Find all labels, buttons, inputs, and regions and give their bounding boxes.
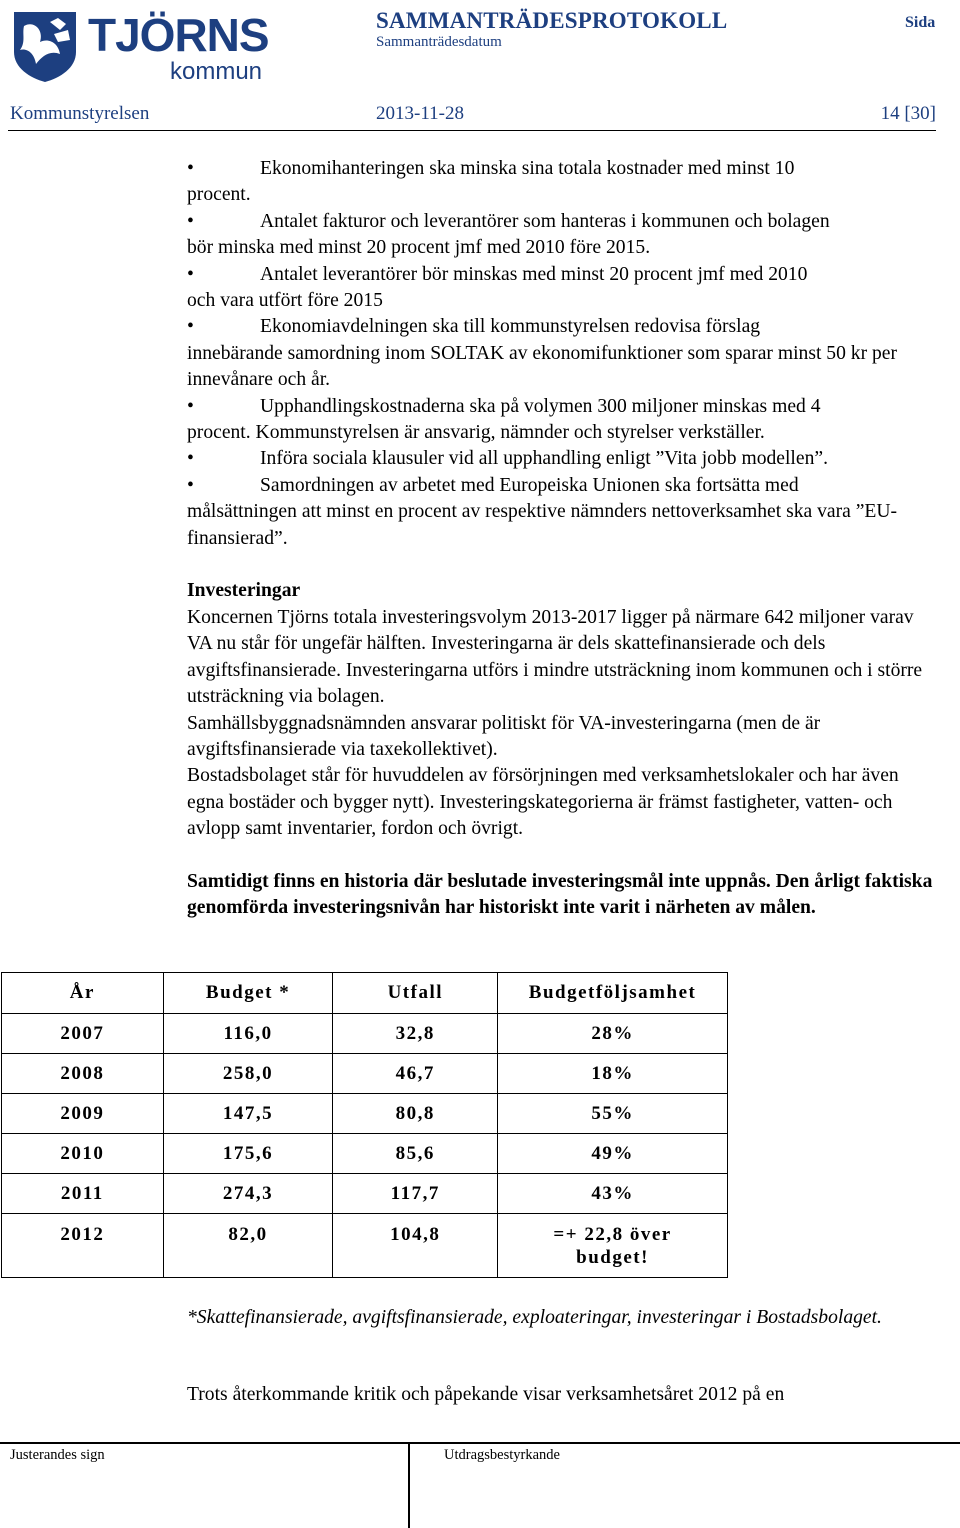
table-cell: =+ 22,8 över budget! [498, 1214, 728, 1278]
column-header: Utfall [333, 973, 498, 1014]
table-cell: 116,0 [163, 1014, 333, 1054]
paragraph-continuation: Trots återkommande kritik och påpekande visar verksamhetsåret 2012 på en [187, 1384, 785, 1405]
page-number: 14 [30] [880, 103, 936, 124]
committee-name: Kommunstyrelsen [10, 103, 150, 124]
table-cell: 2010 [2, 1134, 164, 1174]
list-item: • Upphandlingskostnaderna ska på volymen 300 miljoner minskas med 4 procent. Kommunstyrelsen är ansvarig, nämnder och styrelser verkställer. [187, 395, 821, 444]
list-item: • Införa sociala klausuler vid all upphandling enligt ”Vita jobb modellen”. [187, 446, 937, 472]
footer-signature-label: Justerandes sign [10, 1447, 105, 1463]
document-body [187, 156, 937, 922]
table-row [2, 1214, 728, 1278]
table-row [2, 1174, 728, 1214]
investment-table [1, 972, 728, 1278]
table-cell: 49% [498, 1134, 728, 1174]
table-footnote: *Skattefinansierade, avgiftsfinansierade, exploateringar, investeringar i Bostadsbolaget. [187, 1307, 882, 1328]
table-cell: 258,0 [163, 1054, 333, 1094]
paragraph: Koncernen Tjörns totala investeringsvolym 2013-2017 ligger på närmare 642 miljoner varav VA nu står för ungefär hälften. Investeringarna är dels skattefinansierade och dels avgiftsfinansierade. Investeringarna utförs i mindre utsträckning inom kommunen och i större utsträckning via bolagen. [187, 606, 923, 708]
table-cell: 80,8 [333, 1094, 498, 1134]
table-cell: 82,0 [163, 1214, 333, 1278]
protocol-title: SAMMANTRÄDESPROTOKOLL [376, 8, 728, 33]
table-header-row [2, 973, 728, 1014]
table-cell: 46,7 [333, 1054, 498, 1094]
protocol-date-label: Sammanträdesdatum [376, 34, 502, 50]
table-cell: 18% [498, 1054, 728, 1094]
bullet-icon: • [187, 210, 194, 232]
table-row [2, 1014, 728, 1054]
footer-certification-label: Utdragsbestyrkande [444, 1447, 560, 1463]
bullet-icon: • [187, 395, 194, 417]
bullet-icon: • [187, 316, 194, 338]
table-cell: 2011 [2, 1174, 164, 1214]
meeting-date: 2013-11-28 [376, 103, 464, 124]
table-cell: 2009 [2, 1094, 164, 1134]
table-cell: 32,8 [333, 1014, 498, 1054]
footer-column-divider [408, 1442, 410, 1528]
bullet-icon: • [187, 474, 194, 496]
paragraph: Bostadsbolaget står för huvuddelen av försörjningen med verksamhetslokaler och har även egna bostäder och bygger nytt). Investeringskategorierna är främst fastigheter, vatten- och avlopp samt inventarier, fordon och övrigt. [187, 765, 899, 840]
column-header: Budgetföljsamhet [498, 973, 728, 1014]
table-cell: 43% [498, 1174, 728, 1214]
table-cell: 55% [498, 1094, 728, 1134]
list-item: • Ekonomiavdelningen ska till kommunstyrelsen redovisa förslag innebärande samordning inom SOLTAK av ekonomifunktioner som sparar minst 50 kr per innevånare och år. [187, 316, 898, 391]
bold-paragraph: Samtidigt finns en historia där beslutade investeringsmål inte uppnås. Den årligt faktiska genomförda investeringsnivån har historiskt inte varit i närheten av målen. [187, 870, 933, 919]
section-heading: Investeringar [187, 580, 301, 602]
municipality-logo [10, 8, 272, 84]
table-cell: 147,5 [163, 1094, 333, 1134]
bullet-icon: • [187, 448, 194, 470]
list-item: • Ekonomihanteringen ska minska sina totala kostnader med minst 10 procent. [187, 158, 795, 206]
table-cell: 175,6 [163, 1134, 333, 1174]
header-divider [8, 130, 936, 131]
table-row [2, 1094, 728, 1134]
table-row [2, 1134, 728, 1174]
column-header: Budget * [163, 973, 333, 1014]
paragraph: Samhällsbyggnadsnämnden ansvarar politiskt för VA-investeringarna (men de är avgiftsfinansierade via taxekollektivet). [187, 712, 821, 760]
table-cell: 2008 [2, 1054, 164, 1094]
table-cell: 2007 [2, 1014, 164, 1054]
list-item: • Antalet leverantörer bör minskas med minst 20 procent jmf med 2010 och vara utfört före 2015 [187, 263, 808, 312]
table-row [2, 1054, 728, 1094]
bullet-icon: • [187, 158, 194, 179]
footer-divider [0, 1442, 960, 1444]
table-cell: 28% [498, 1014, 728, 1054]
table-cell: 274,3 [163, 1174, 333, 1214]
list-item: • Samordningen av arbetet med Europeiska Unionen ska fortsätta med målsättningen att minst en procent av respektive nämnders nettoverksamhet ska vara ”EU-finansierad”. [187, 474, 898, 549]
table-cell: 85,6 [333, 1134, 498, 1174]
logo-subtext: kommun [170, 58, 263, 85]
coat-of-arms-icon [10, 8, 80, 84]
list-item: • Antalet fakturor och leverantörer som hanteras i kommunen och bolagen bör minska med minst 20 procent jmf med 2010 före 2015. [187, 210, 830, 259]
table-cell: 117,7 [333, 1174, 498, 1214]
table-cell: 104,8 [333, 1214, 498, 1278]
page-label: Sida [905, 14, 936, 31]
logo-wordmark: TJÖRNS [88, 9, 269, 61]
table-cell: 2012 [2, 1214, 164, 1278]
bullet-icon: • [187, 263, 194, 285]
column-header: År [2, 973, 164, 1014]
